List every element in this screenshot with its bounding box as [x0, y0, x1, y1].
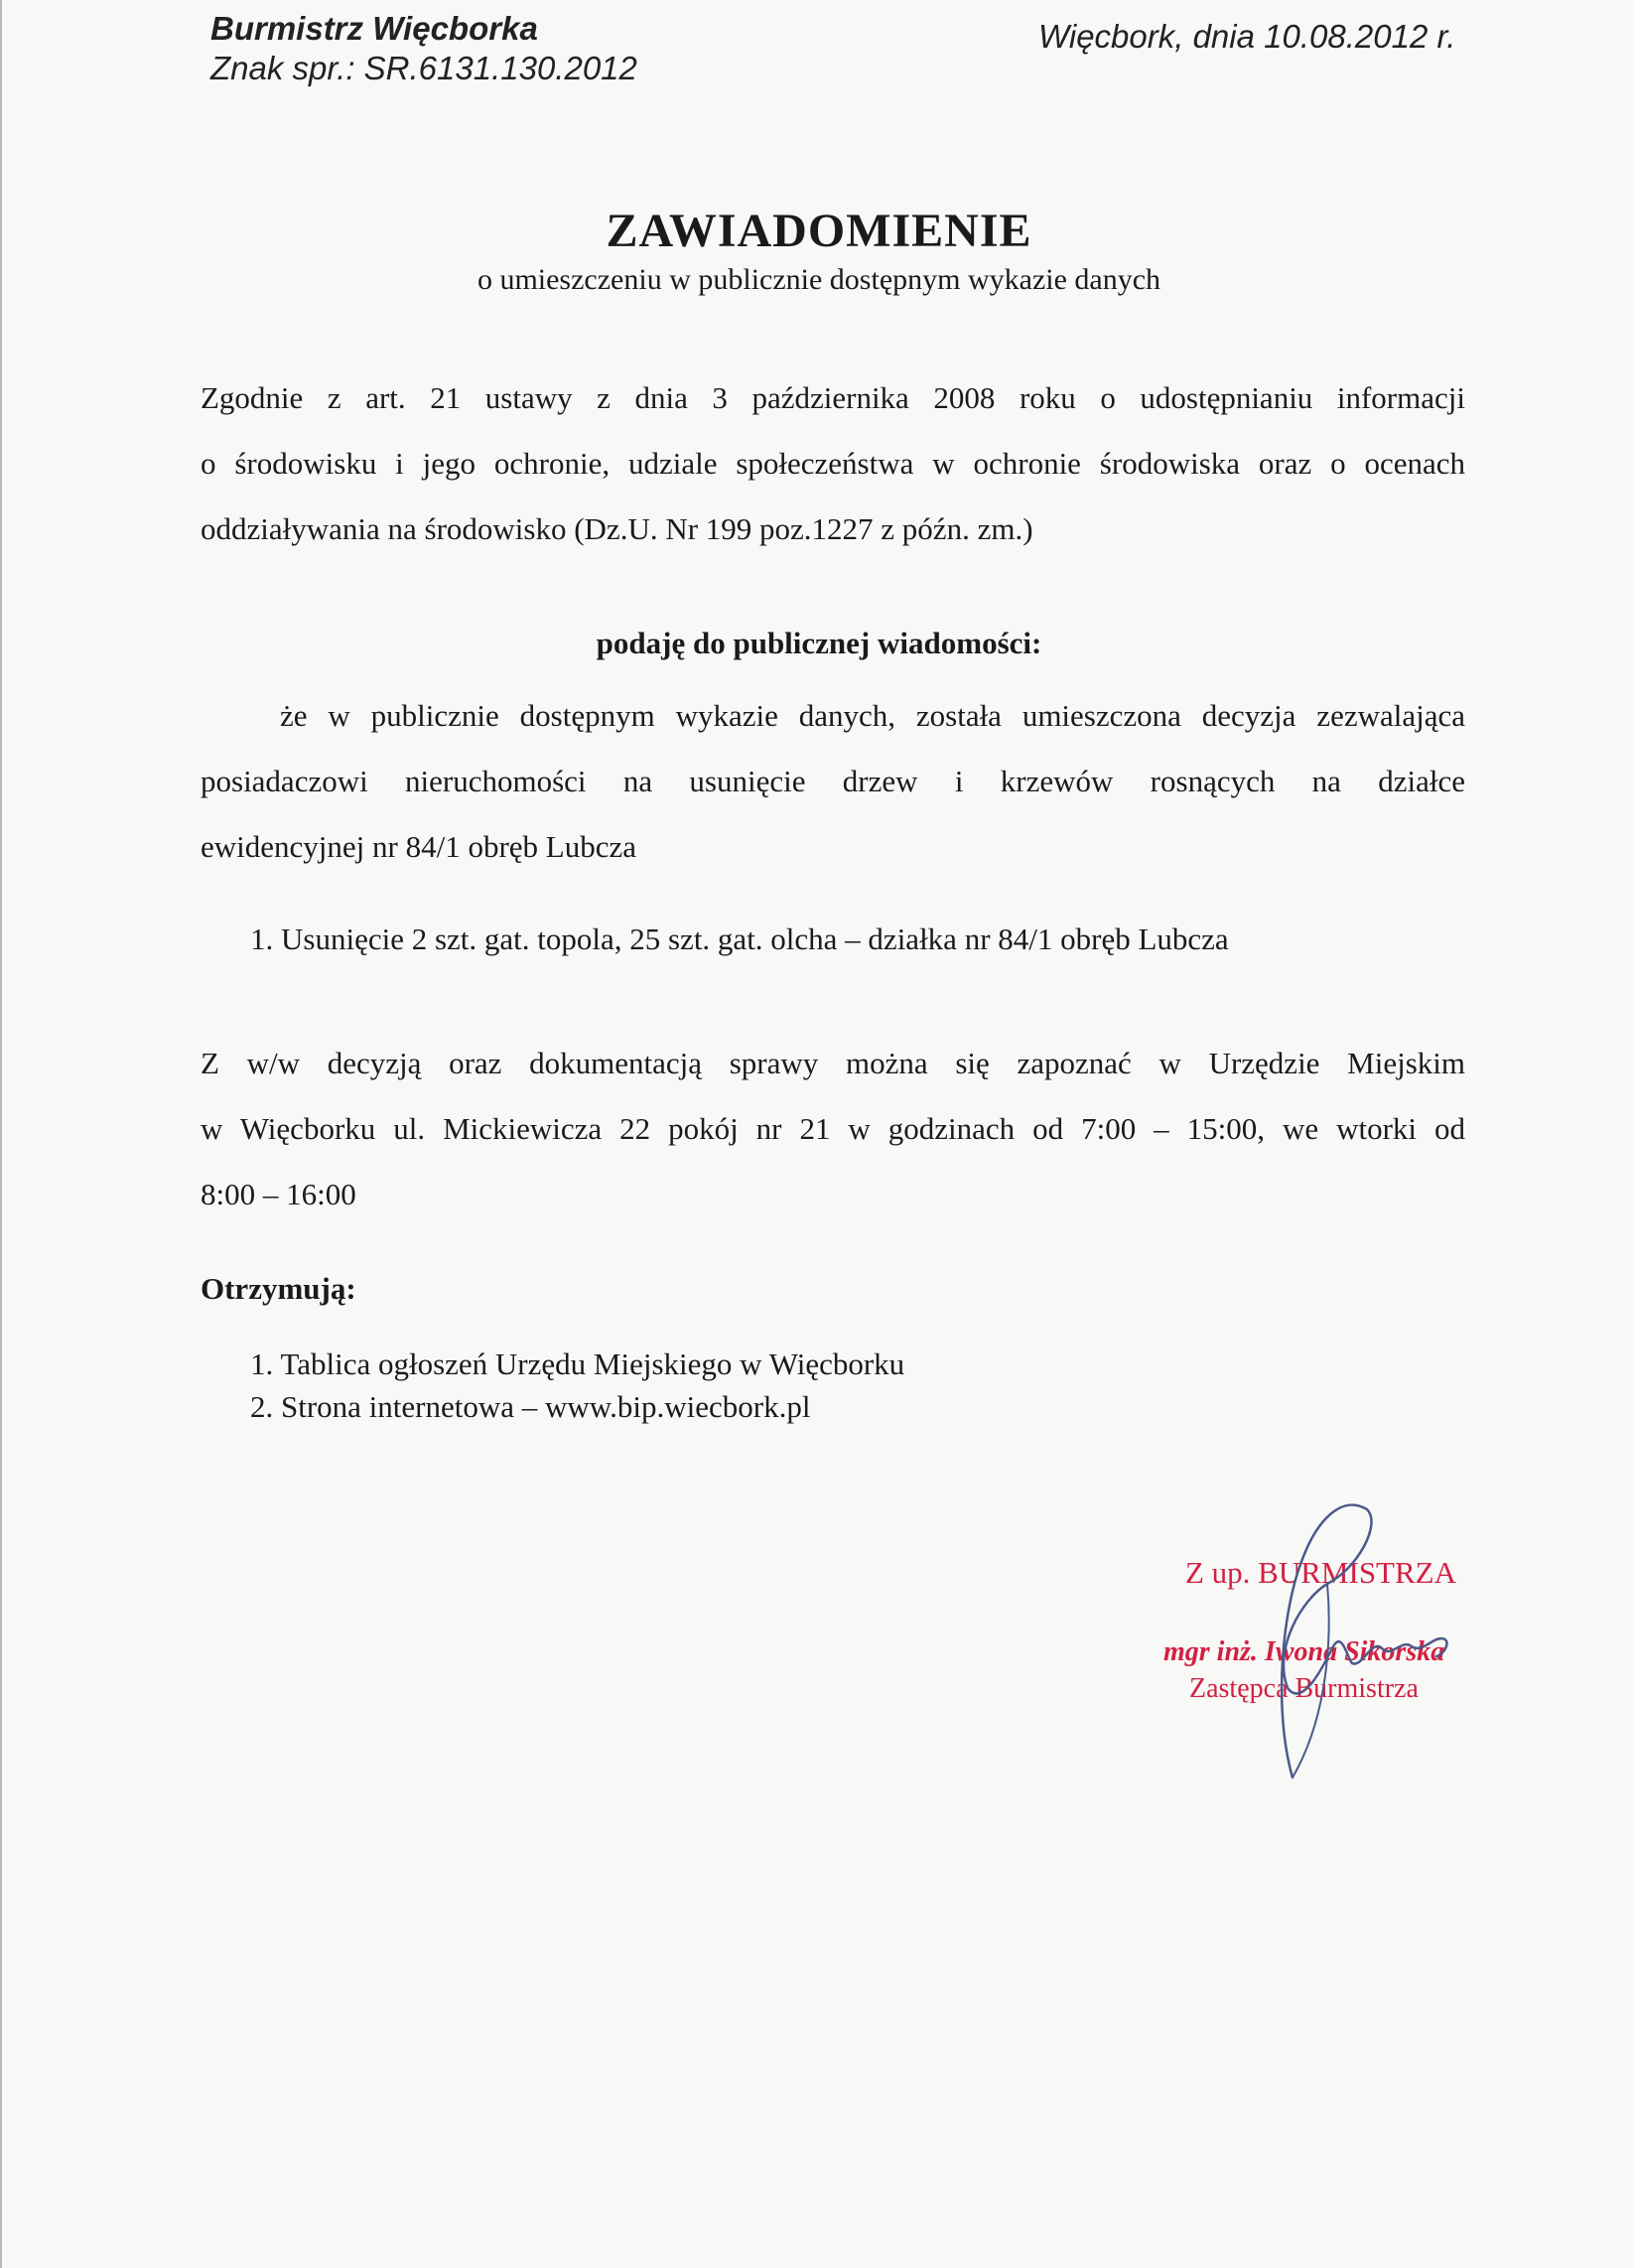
- place-and-date: Więcbork, dnia 10.08.2012 r.: [1038, 18, 1456, 55]
- stamp-authority: Z up. BURMISTRZA: [1185, 1555, 1456, 1590]
- announcement-heading: podaję do publicznej wiadomości:: [596, 626, 1042, 660]
- paragraph-line: 8:00 – 16:00: [201, 1177, 356, 1211]
- document-title: ZAWIADOMIENIE: [606, 205, 1032, 257]
- paragraph-line: Zgodnie z art. 21 ustawy z dnia 3 października 2008 roku o udostępnianiu informacji: [201, 380, 1465, 415]
- paragraph-line: że w publicznie dostępnym wykazie danych, została umieszczona decyzja zezwalająca: [280, 698, 1465, 733]
- handwritten-signature: [1233, 1489, 1491, 1787]
- list-item: 1. Usunięcie 2 szt. gat. topola, 25 szt. gat. olcha – działka nr 84/1 obręb Lubcza: [250, 921, 1229, 956]
- decision-items-list: [250, 921, 1229, 957]
- document-subtitle: o umieszczeniu w publicznie dostępnym wykazie danych: [477, 263, 1161, 296]
- paragraph-line: oddziaływania na środowisko (Dz.U. Nr 199 poz.1227 z późn. zm.): [201, 511, 1033, 546]
- stamp-signatory-title: Zastępca Burmistrza: [1189, 1673, 1419, 1704]
- stamp-signatory-name: mgr inż. Iwona Sikorska: [1163, 1636, 1445, 1667]
- paragraph-line: o środowisku i jego ochronie, udziale społeczeństwa w ochronie środowiska oraz o ocenach: [201, 446, 1465, 481]
- paragraph-line: ewidencyjnej nr 84/1 obręb Lubcza: [201, 829, 636, 864]
- issuing-office: Burmistrz Więcborka: [210, 10, 538, 47]
- paragraph-line: w Więcborku ul. Mickiewicza 22 pokój nr 21 w godzinach od 7:00 – 15:00, we wtorki od: [201, 1111, 1465, 1146]
- recipients-heading: Otrzymują:: [201, 1271, 356, 1306]
- legal-basis-paragraph: [201, 365, 1465, 562]
- list-item: 2. Strona internetowa – www.bip.wiecbork.pl: [250, 1389, 811, 1424]
- paragraph-line: posiadaczowi nieruchomości na usunięcie drzew i krzewów rosnących na działce: [201, 764, 1465, 798]
- access-info-paragraph: [201, 1031, 1465, 1227]
- paragraph-line: Z w/w decyzją oraz dokumentacją sprawy można się zapoznać w Urzędzie Miejskim: [201, 1046, 1465, 1080]
- decision-paragraph: [201, 683, 1465, 880]
- recipients-list: [250, 1343, 904, 1428]
- case-reference: Znak spr.: SR.6131.130.2012: [210, 50, 637, 86]
- list-item: 1. Tablica ogłoszeń Urzędu Miejskiego w Więcborku: [250, 1347, 905, 1381]
